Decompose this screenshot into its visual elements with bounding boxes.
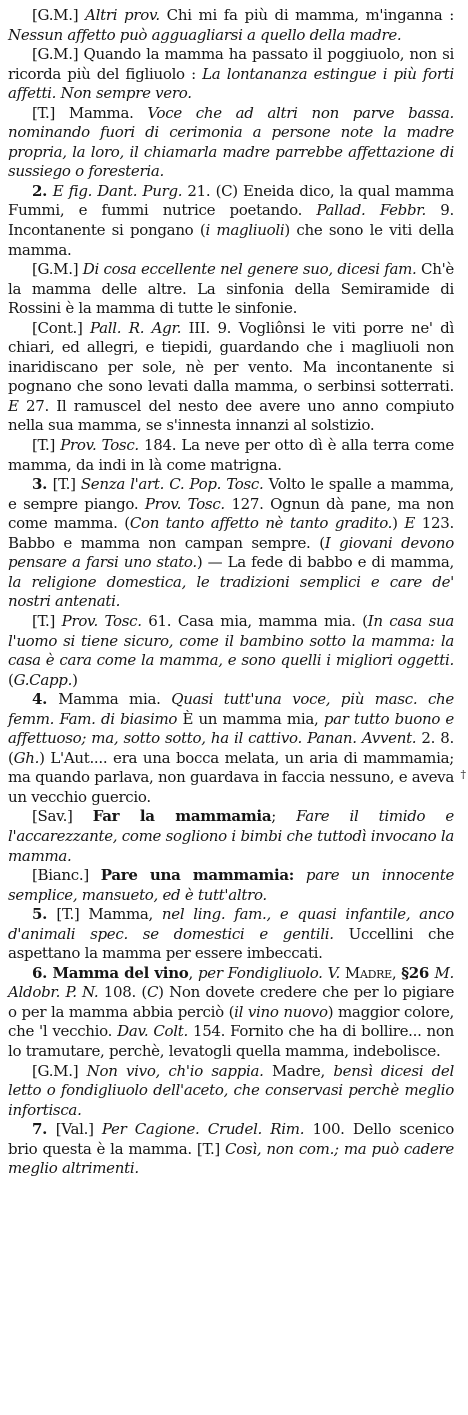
italic-text: G.Capp.	[13, 670, 73, 689]
italic-text: Prov. Tosc.	[61, 611, 142, 630]
italic-text: Prov. Tosc.	[144, 494, 225, 513]
text-run: Mamma mia.	[58, 690, 172, 709]
entry-gm-non-vivo	[8, 1062, 454, 1121]
text-run: Madre,	[263, 1061, 334, 1080]
italic-text: Nessun affetto può agguagliarsi a quello della madre.	[8, 25, 402, 44]
entry-sense-2	[8, 182, 454, 260]
italic-text: Prov. Tosc.	[60, 436, 139, 455]
text-run: [G.M.] Quando la mamma ha passato il poggiuolo, non si ricorda più del figliuolo :	[8, 45, 454, 83]
italic-text: Voce che ad altri non parve bassa. nominando fuori di cerimonia a persone note la madre propria, la loro, il chiamarla madre parrebbe affettazione di sussiego o foresteria.	[8, 103, 454, 181]
italic-text: E fig. Dant. Purg.	[52, 181, 183, 200]
text-run: Uccellini che aspettano la mamma per essere imbeccati.	[8, 924, 455, 963]
entry-sense-7	[8, 1120, 454, 1179]
italic-text: i magliuoli	[205, 221, 285, 240]
italic-text: Quasi tutt'una voce, più masc. che femm. Fam. di biasimo	[8, 690, 454, 728]
bold-text: 6.	[32, 963, 53, 982]
italic-text: Così, non com.; ma può cadere meglio altrimenti.	[8, 1139, 454, 1178]
text-run: [Val.]	[55, 1120, 102, 1139]
text-run: [T.]	[32, 436, 61, 455]
bold-text: Far la mammamia	[92, 807, 272, 826]
italic-text: bensì dicesi del letto o fondigliuolo dell'aceto, che conservasi perchè meglio infortisca.	[8, 1061, 454, 1119]
italic-text: In casa sua l'uomo si tiene sicuro, come il bambino sotto la mamma: la casa è cara come la mamma, e sono quelli i migliori oggetti.	[8, 611, 455, 670]
text-run: ;	[271, 807, 297, 826]
entry-cont-pall	[8, 319, 454, 436]
entry-sense-3	[8, 475, 454, 612]
text-run: 61. Casa mia, mamma mia. (	[141, 611, 368, 630]
text-run: [T.]	[32, 611, 62, 630]
italic-text: M. Aldobr. P. N.	[8, 963, 454, 1002]
text-run: ) Non dovete credere che per lo pigiare o per la mamma abbia perciò (	[8, 983, 455, 1021]
italic-text: Pallad. Febbr.	[316, 201, 426, 220]
text-run	[294, 866, 306, 884]
entry-sense-4	[8, 690, 454, 807]
italic-text: Di cosa eccellente nel genere suo, dicesi fam.	[82, 260, 417, 279]
text-run: ) che sono le viti della mamma.	[8, 221, 454, 259]
bold-text: 3.	[32, 475, 53, 494]
italic-text: E	[8, 396, 19, 415]
text-run: [G.M.]	[32, 1061, 87, 1080]
italic-text: la religione domestica, le tradizioni semplici e care de' nostri antenati.	[8, 572, 454, 611]
text-run: )	[392, 514, 405, 533]
bold-text: 5.	[32, 905, 57, 924]
text-run: [G.M.]	[32, 260, 83, 279]
italic-text: E	[404, 514, 416, 533]
entry-t-prov-184	[8, 436, 454, 475]
text-run: Volto le spalle a mamma, e sempre piango.	[8, 475, 454, 513]
text-run: 100. Dello scenico brio questa è la mamma. [T.]	[8, 1120, 454, 1158]
italic-text: Dav. Colt.	[117, 1022, 188, 1041]
entry-t-prov-61	[8, 612, 454, 690]
margin-mark: †	[460, 768, 466, 781]
text-run: [Cont.]	[32, 318, 91, 337]
entry-gm-poggiuolo	[8, 45, 454, 104]
text-run: ,	[188, 963, 198, 982]
text-run: 9. Incontanente si pongano (	[8, 201, 454, 240]
entry-t-voce	[8, 104, 454, 182]
entry-sense-5	[8, 905, 454, 964]
italic-text: I giovani devono pensare a farsi uno stato.	[8, 533, 454, 572]
bold-text: §26	[401, 963, 435, 982]
italic-text: il vino nuovo	[234, 1002, 328, 1021]
italic-text: par tutto buono e affettuoso; ma, sotto sotto, ha il cattivo. Panan. Avvent.	[8, 709, 455, 748]
text-run: 127. Ognun dà pane, ma non come mamma. (	[8, 494, 455, 533]
text-run: 154. Fornito che ha di bollire... non lo tramutare, perchè, levatogli quella mamma, indebolisce.	[8, 1022, 455, 1060]
entry-sav-mammamia	[8, 807, 454, 866]
text-run: III. 9. Vogliônsi le viti porre ne' dì chiari, ed allegri, e tiepidi, guardando che i magliuoli non inaridiscano per sole, nè per vento. Ma incontanente si pognano che sono levati dalla mamma, o serbinsi sotterrati.	[8, 318, 454, 396]
bold-text: Mamma del vino	[52, 963, 189, 982]
italic-text: C	[146, 983, 159, 1002]
italic-text: La lontananza estingue i più forti affetti. Non sempre vero.	[8, 64, 455, 103]
text-run: )	[72, 670, 78, 689]
text-run: È un mamma mia,	[177, 709, 324, 728]
entry-gm-cosa-eccellente	[8, 260, 454, 319]
text-run: Chi mi fa più di mamma, m'inganna :	[159, 6, 455, 24]
text-run: [Sav.]	[32, 807, 93, 826]
text-run: 27. Il ramuscel del nesto dee avere uno anno compiuto nella sua mamma, se s'innesta innanzi al solstizio.	[8, 396, 454, 435]
text-run: [T.] Mamma.	[32, 103, 148, 122]
text-run: ) L'Aut.... era una bocca melata, un aria di mammamia; ma quando parlava, non guardava in faccia nessuno, e aveva un vecchio guercio.	[8, 748, 454, 806]
text-run: Madre,	[339, 963, 402, 982]
text-run: ) maggior colore, che 'l vecchio.	[8, 1002, 454, 1041]
text-run: 2. 8. (	[8, 729, 454, 767]
italic-text: Non vivo, ch'io sappia.	[86, 1061, 264, 1080]
text-run: 108. (	[98, 983, 147, 1002]
italic-text: Altri prov.	[85, 6, 160, 24]
entry-gm-altri-prov	[8, 6, 454, 45]
italic-text: Per Cagione. Crudel. Rim.	[101, 1120, 305, 1139]
text-run: [G.M.]	[32, 6, 86, 24]
text-run: 184. La neve per otto dì è alla terra come mamma, da indi in là come matrigna.	[8, 436, 454, 474]
italic-text: Senza l'art. C. Pop. Tosc.	[80, 475, 264, 494]
text-run: [T.]	[52, 475, 81, 494]
bold-text: 7.	[32, 1120, 56, 1139]
text-run: Ch'è la mamma delle altre. La sinfonia della Semiramide di Rossini è la mamma di tutte le sinfonie.	[8, 260, 454, 318]
bold-text: Pare una mammamia:	[100, 866, 295, 885]
bold-text: 4.	[32, 690, 59, 709]
entry-sense-6	[8, 964, 454, 1062]
italic-text: per Fondigliuolo. V.	[197, 963, 340, 982]
text-run: 21. (C) Eneida dico, la qual mamma Fummi, e fummi nutrice poetando.	[8, 181, 454, 220]
italic-text: pare un innocente semplice, mansueto, ed è tutt'altro.	[8, 866, 455, 904]
text-run: ) — La fede di babbo e di mamma,	[196, 553, 454, 572]
entry-bianc-mammamia	[8, 866, 454, 905]
text-run: 123. Babbo e mamma non campan sempre. (	[8, 514, 454, 552]
entry-list	[8, 6, 454, 1179]
text-run: [Bianc.]	[32, 866, 101, 885]
bold-text: 2.	[32, 181, 53, 200]
text-run: (	[8, 670, 14, 689]
italic-text: Fare il timido e l'accarezzante, come sogliono i bimbi che tuttodì invocano la mamma.	[8, 807, 454, 865]
italic-text: Pall. R. Agr.	[90, 318, 182, 337]
italic-text: Gh.	[13, 748, 40, 767]
italic-text: nel ling. fam., e quasi infantile, anco d'animali spec. se domestici e gentili.	[8, 905, 455, 943]
text-run: [T.] Mamma,	[56, 905, 162, 924]
italic-text: Con tanto affetto nè tanto gradito.	[129, 514, 393, 533]
